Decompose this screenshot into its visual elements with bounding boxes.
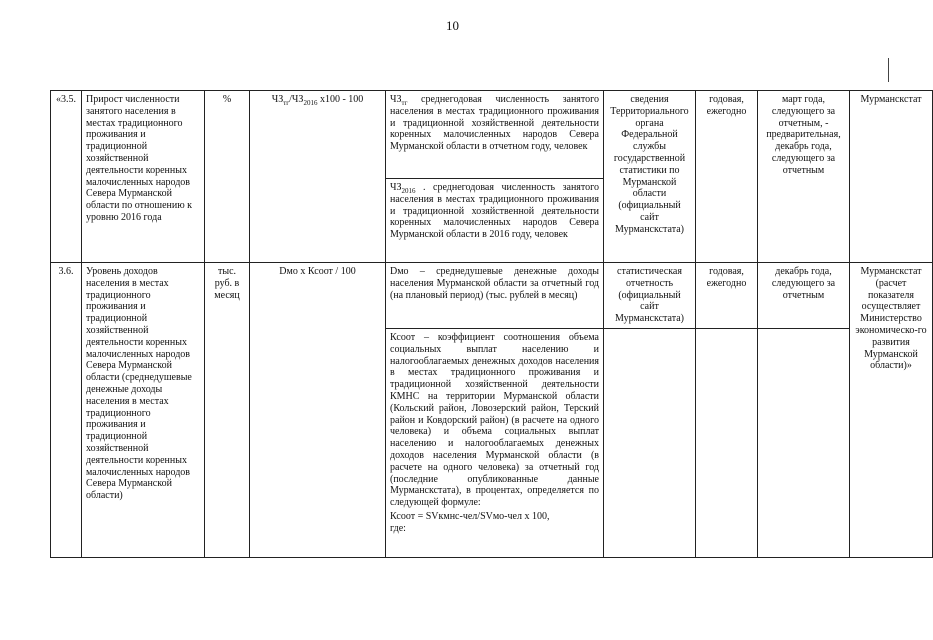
deadline: декабрь года, следующего за отчетным — [758, 263, 850, 329]
deadline: март года, следующего за отчетным, - предварительная, декабрь года, следующего за отчетным — [758, 91, 850, 263]
definition-text: . среднегодовая численность занятого населения в местах традиционного проживания и традиционной хозяйственной деятельности коренных малочисленных народов Севера Мурманской области в 2016 году, человек — [390, 182, 599, 241]
formula-part: /ЧЗ — [289, 94, 304, 105]
row-number: «3.5. — [51, 91, 82, 263]
definition-cell: Dмо – среднедушевые денежные доходы населения Мурманской области за отчетный год (на плановый период) (тыс. рублей в месяц) — [386, 263, 604, 329]
data-source: сведения Территориального органа Федеральной службы государственной статистики по Мурманской области (официальный сайт Мурманскстата) — [604, 91, 696, 263]
table-row — [51, 91, 933, 179]
indicator-name: Прирост численности занятого населения в местах традиционного проживания и традиционной хозяйственной деятельности коренных малочисленных народов Севера Мурманской области по отношению к уровню 2016 года — [82, 91, 205, 263]
empty-cell — [696, 328, 758, 557]
formula-part: x100 - 100 — [317, 94, 364, 105]
responsible: Мурманскстат (расчет показателя осуществляет Министерство экономическо-го развития Мурманской области)» — [850, 263, 933, 558]
definition-sub: 2016 — [401, 187, 416, 195]
definition-where: где: — [390, 522, 406, 534]
definition-formula: Ксоот = SVкмнс-чел/SVмо-чел х 100, — [390, 510, 550, 522]
frequency: годовая, ежегодно — [696, 263, 758, 329]
page-number: 10 — [446, 18, 459, 33]
formula-sub: тг — [283, 99, 290, 107]
frequency: годовая, ежегодно — [696, 91, 758, 263]
definition-cell — [386, 91, 604, 179]
empty-cell — [758, 328, 850, 557]
definition-sub: тг — [401, 99, 408, 107]
formula-part: ЧЗ — [271, 94, 284, 105]
empty-cell — [604, 328, 696, 557]
indicator-name: Уровень доходов населения в местах традиционного проживания и традиционной хозяйственной деятельности коренных малочисленных народов Севера Мурманской области (среднедушевые денежные доходы населения в местах традиционного проживания и традиционной хозяйственной деятельности коренных малочисленных народов Севера Мурманской области) — [82, 263, 205, 558]
definition-cell — [386, 328, 604, 557]
page-edge-mark — [888, 58, 889, 82]
formula: Dмо х Ксоот / 100 — [250, 263, 386, 558]
unit: % — [205, 91, 250, 263]
responsible: Мурманскстат — [850, 91, 933, 263]
definition-text: Ксоот – коэффициент соотношения объема социальных выплат населению и налогооблагаемых денежных доходов населения в местах традиционного проживания и традиционной хозяйственной деятельности КМНС на территории Мурманской области (Кольский район, Ловозерский район, Терский район и Ковдорский район) (в расчете на одного человека) и объема социальных выплат населению и налогооблагаемых денежных доходов населения Мурманской области (в расчете на одного человека) за отчетный год (последние опубликованные данные Мурманскстата), в процентах, определяется по следующей формуле: — [390, 331, 599, 509]
row-number: 3.6. — [51, 263, 82, 558]
definition-text: среднегодовая численность занятого населения в местах традиционного проживания и традиционной хозяйственной деятельности коренных малочисленных народов Севера Мурманской области в отчетном году, человек — [390, 94, 599, 153]
indicator-table — [50, 90, 933, 558]
data-source: статистическая отчетность (официальный сайт Мурманскстата) — [604, 263, 696, 329]
definition-cell — [386, 179, 604, 263]
definition-symbol: ЧЗ — [390, 94, 402, 105]
table-row — [51, 263, 933, 329]
definition-symbol: ЧЗ — [390, 182, 402, 193]
unit: тыс. руб. в месяц — [205, 263, 250, 558]
formula — [250, 91, 386, 263]
formula-sub: 2016 — [303, 99, 318, 107]
